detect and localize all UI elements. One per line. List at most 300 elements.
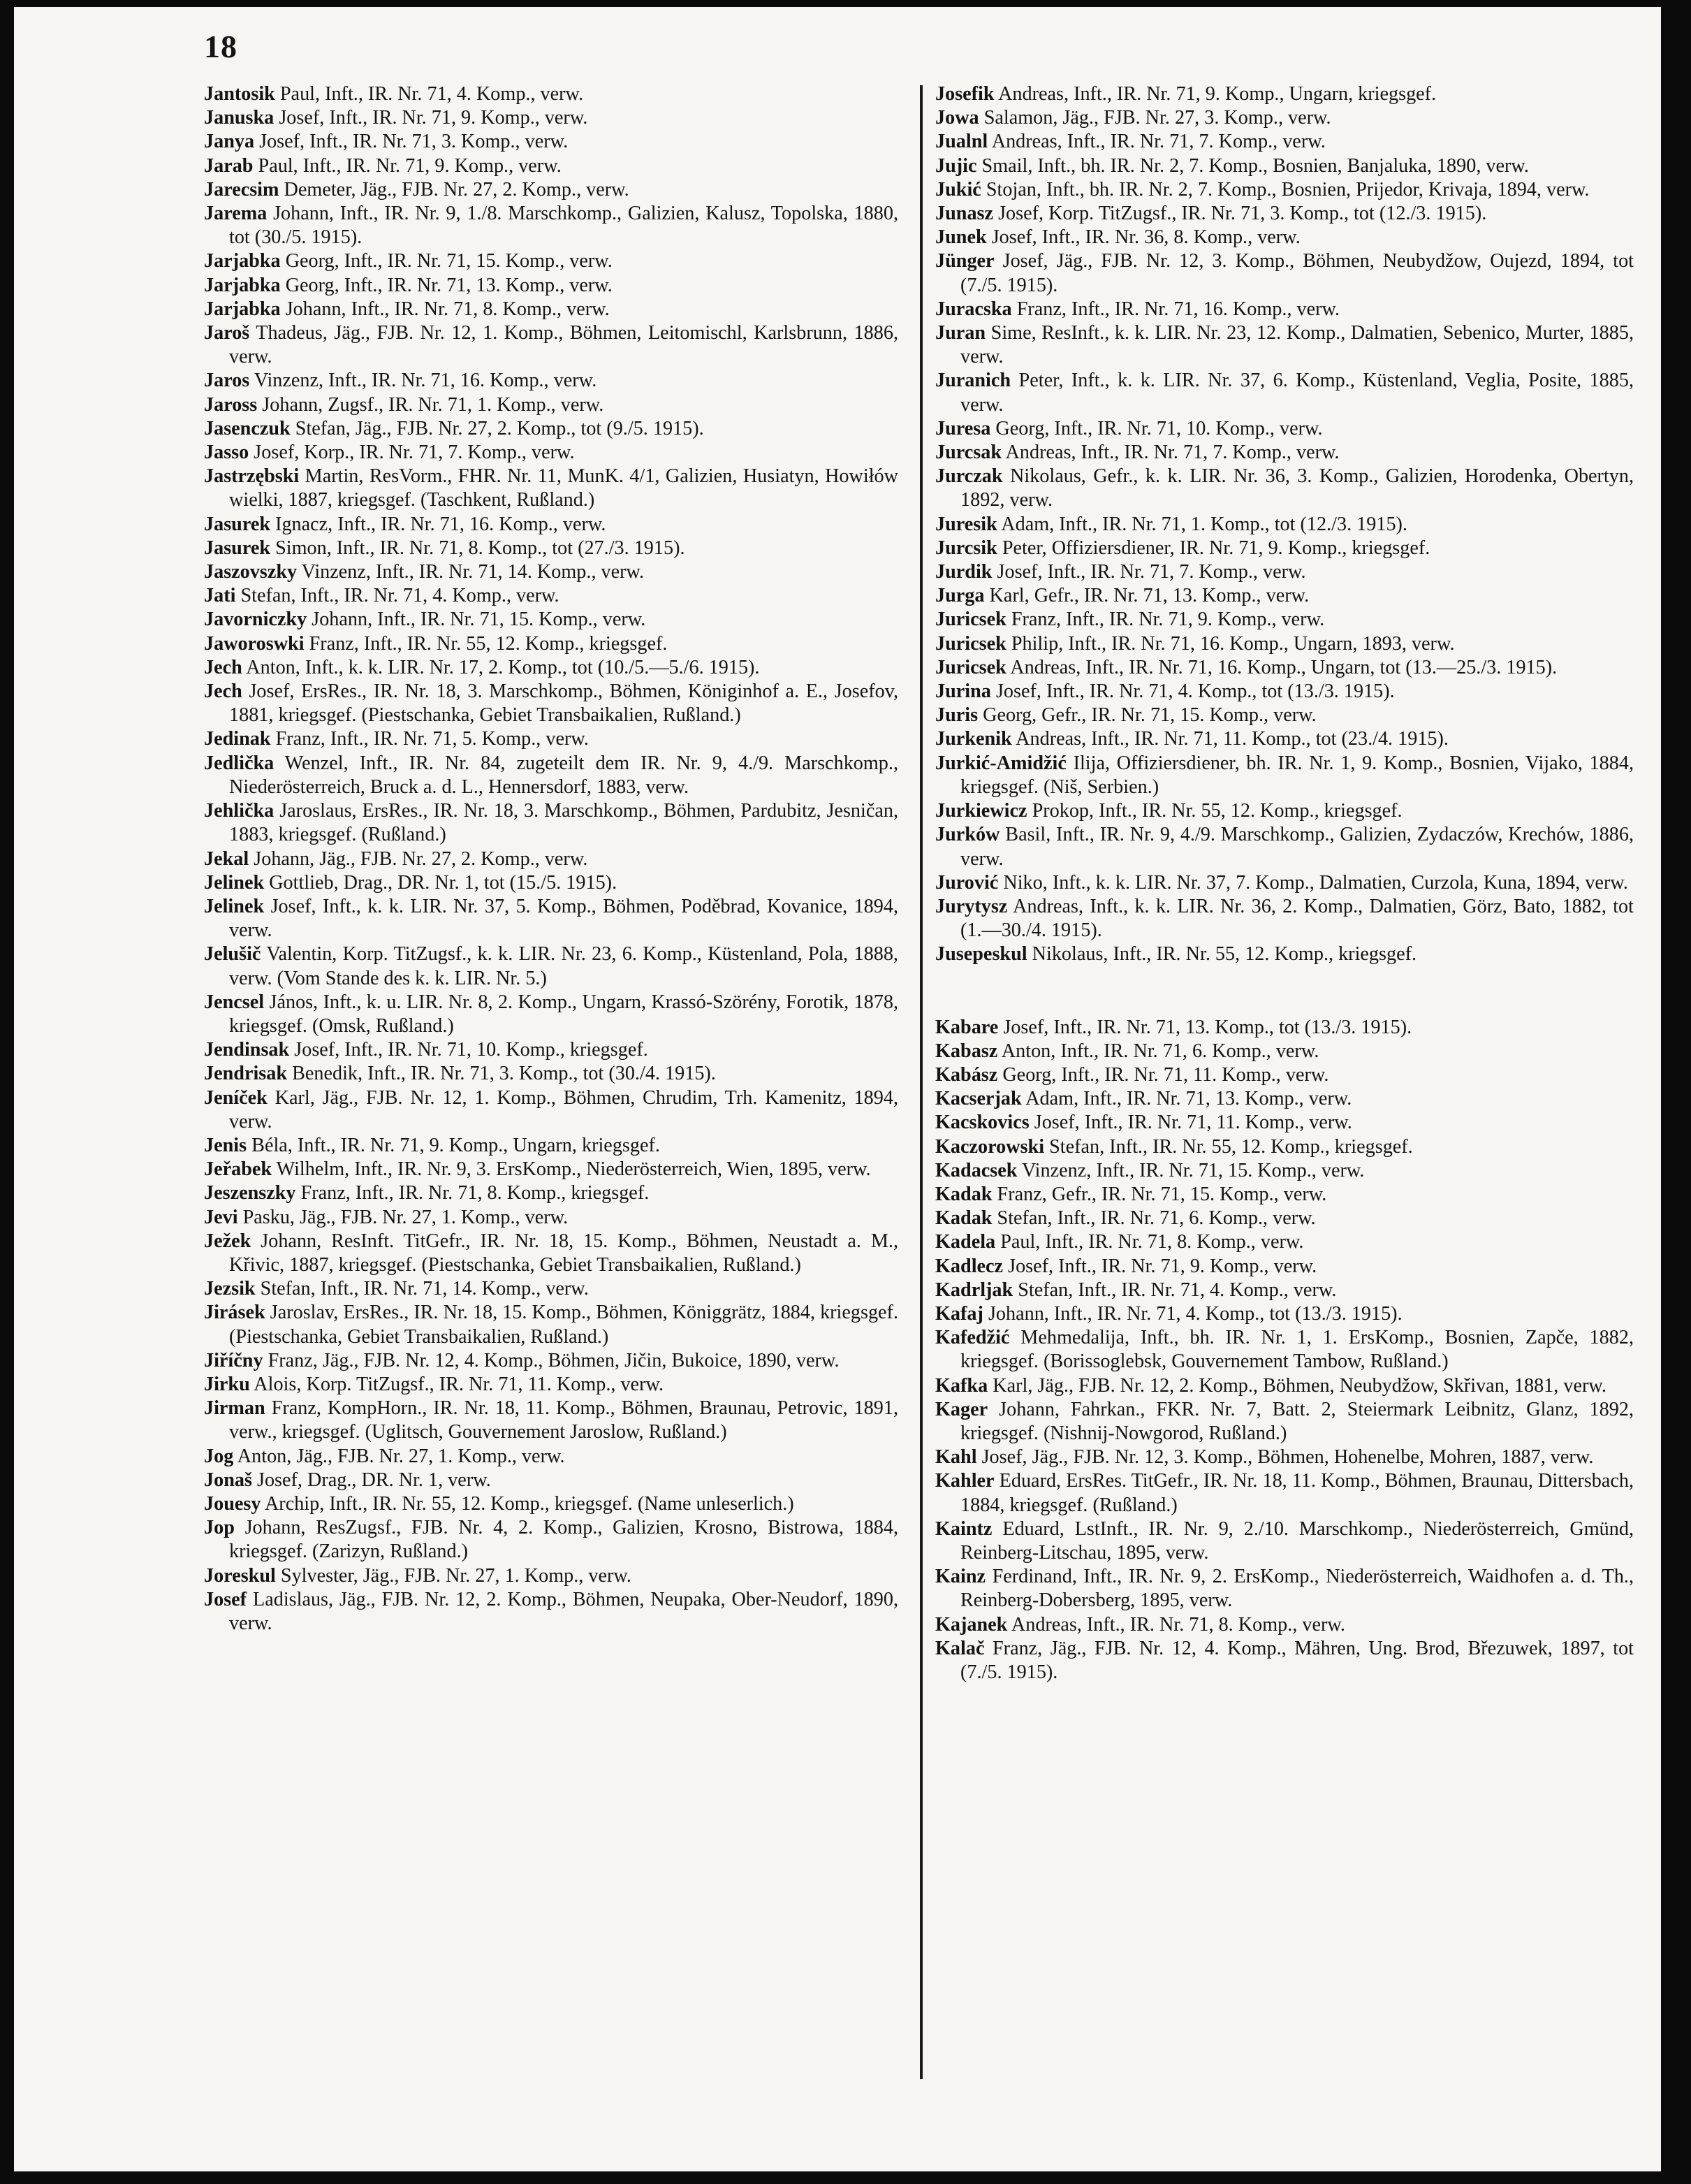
entry-surname: Jop xyxy=(204,1517,235,1539)
list-entry xyxy=(204,1134,898,1158)
list-entry xyxy=(935,584,1634,608)
entry-surname: Juracska xyxy=(935,298,1012,320)
entry-surname: Kajanek xyxy=(935,1613,1008,1636)
entry-surname: Kadlecz xyxy=(935,1255,1004,1277)
entry-surname: Jelinek xyxy=(204,871,265,894)
entry-surname: Kafedžić xyxy=(935,1327,1010,1349)
entry-surname: Jarjabka xyxy=(204,250,281,272)
entry-surname: Jurdik xyxy=(935,561,993,583)
entry-details: Demeter, Jäg., FJB. Nr. 27, 2. Komp., verw. xyxy=(284,178,629,201)
entry-details: Peter, Inft., k. k. LIR. Nr. 37, 6. Komp., Küstenland, Veglia, Posite, 1885, verw. xyxy=(960,370,1634,416)
entry-surname: Javorniczky xyxy=(204,609,307,631)
list-entry xyxy=(204,154,898,178)
entry-details: Karl, Gefr., IR. Nr. 71, 13. Komp., verw. xyxy=(989,585,1310,607)
list-entry xyxy=(204,991,898,1038)
entry-details: Niko, Inft., k. k. LIR. Nr. 37, 7. Komp., Dalmatien, Curzola, Kuna, 1894, verw. xyxy=(1003,871,1628,894)
entry-details: Ignacz, Inft., IR. Nr. 71, 16. Komp., verw. xyxy=(275,513,606,535)
entry-details: Georg, Gefr., IR. Nr. 71, 15. Komp., verw. xyxy=(983,704,1317,727)
entry-details: Mehmedalija, Inft., bh. IR. Nr. 1, 1. ErsKomp., Bosnien, Zapče, 1882, kriegsgef. (Borissoglebsk, Gouvernement Tambow, Rußland.) xyxy=(960,1327,1634,1373)
list-entry xyxy=(935,799,1634,823)
entry-surname: Kafaj xyxy=(935,1302,983,1325)
list-entry xyxy=(935,752,1634,799)
entry-surname: Jurkenik xyxy=(935,728,1012,750)
list-entry xyxy=(204,1516,898,1564)
entry-details: Karl, Jäg., FJB. Nr. 12, 2. Komp., Böhmen, Neubydžow, Skřivan, 1881, verw. xyxy=(993,1374,1606,1397)
list-entry xyxy=(204,560,898,584)
list-entry xyxy=(935,178,1634,202)
entry-details: Béla, Inft., IR. Nr. 71, 9. Komp., Ungarn, kriegsgef. xyxy=(251,1134,660,1156)
entry-details: Andreas, Inft., IR. Nr. 71, 7. Komp., verw. xyxy=(1005,442,1340,464)
entry-surname: Jeníček xyxy=(204,1086,268,1109)
entry-surname: Kahl xyxy=(935,1446,977,1469)
entry-details: Eduard, LstInft., IR. Nr. 9, 2./10. Marschkomp., Niederösterreich, Gmünd, Reinberg-Litschau, 1895, verw. xyxy=(960,1517,1634,1564)
entry-details: Peter, Offiziersdiener, IR. Nr. 71, 9. Komp., kriegsgef. xyxy=(1002,537,1430,559)
entry-details: Ilija, Offiziersdiener, bh. IR. Nr. 1, 9. Komp., Bosnien, Vijako, 1884, kriegsgef. (Niš, Serbien.) xyxy=(960,752,1634,798)
entry-surname: Kabász xyxy=(935,1063,998,1086)
list-entry xyxy=(935,154,1634,178)
entry-details: Alois, Korp. TitZugsf., IR. Nr. 71, 11. Komp., verw. xyxy=(254,1373,664,1395)
entry-details: Martin, ResVorm., FHR. Nr. 11, MunK. 4/1, Galizien, Husiatyn, Howiłów wielki, 1887, kriegsgef. (Taschkent, Rußland.) xyxy=(229,465,898,511)
list-entry xyxy=(935,680,1634,704)
list-entry xyxy=(935,727,1634,751)
entry-surname: Kaczorowski xyxy=(935,1135,1045,1158)
list-entry xyxy=(935,1159,1634,1183)
list-entry xyxy=(204,178,898,202)
entry-surname: Jeřabek xyxy=(204,1158,272,1181)
list-entry xyxy=(935,465,1634,512)
list-entry xyxy=(204,799,898,847)
entry-surname: Jog xyxy=(204,1445,234,1467)
list-entry xyxy=(935,298,1634,321)
entry-surname: Jedinak xyxy=(204,728,271,750)
entry-details: Franz, Inft., IR. Nr. 71, 8. Komp., kriegsgef. xyxy=(300,1182,650,1204)
entry-surname: Kacskovics xyxy=(935,1112,1030,1134)
entry-surname: Jaross xyxy=(204,393,258,416)
list-entry xyxy=(204,393,898,417)
list-entry xyxy=(935,1398,1634,1446)
entry-details: Franz, Jäg., FJB. Nr. 12, 4. Komp., Mähren, Ung. Brod, Březuwek, 1897, tot (7./5. 1915). xyxy=(960,1637,1634,1683)
entry-surname: Jaworoswki xyxy=(204,632,305,655)
entry-details: Anton, Jäg., FJB. Nr. 27, 1. Komp., verw. xyxy=(237,1445,565,1467)
entry-details: Johann, ResInft. TitGefr., IR. Nr. 18, 15. Komp., Böhmen, Neustadt a. M., Křivic, 1887, kriegsgef. (Piestschanka, Gebiet Transbaikalien, Rußland.) xyxy=(229,1230,898,1276)
entry-details: Georg, Inft., IR. Nr. 71, 10. Komp., verw. xyxy=(995,417,1323,439)
entry-details: Andreas, Inft., IR. Nr. 71, 7. Komp., verw. xyxy=(991,131,1326,153)
entry-surname: Jualnl xyxy=(935,131,988,153)
entry-details: Georg, Inft., IR. Nr. 71, 11. Komp., verw. xyxy=(1002,1063,1329,1086)
list-entry xyxy=(935,1016,1634,1040)
entry-surname: Jastrzębski xyxy=(204,465,300,488)
list-entry xyxy=(935,513,1634,537)
list-entry xyxy=(204,82,898,106)
entry-surname: Januska xyxy=(204,107,274,129)
list-entry xyxy=(935,441,1634,465)
entry-surname: Jirásek xyxy=(204,1302,265,1324)
entry-details: János, Inft., k. u. LIR. Nr. 8, 2. Komp., Ungarn, Krassó-Szörény, Forotik, 1878, kriegsgef. (Omsk, Rußland.) xyxy=(229,991,898,1037)
list-entry xyxy=(935,202,1634,226)
list-entry xyxy=(935,1446,1634,1469)
list-entry xyxy=(204,1492,898,1516)
entry-surname: Kainz xyxy=(935,1566,986,1588)
entry-surname: Jevi xyxy=(204,1206,238,1228)
list-entry xyxy=(204,1301,898,1348)
entry-surname: Kalač xyxy=(935,1637,985,1659)
list-entry xyxy=(204,632,898,656)
entry-details: Paul, Inft., IR. Nr. 71, 8. Komp., verw. xyxy=(1000,1231,1304,1253)
entry-details: Andreas, Inft., k. k. LIR. Nr. 36, 2. Komp., Dalmatien, Görz, Bato, 1882, tot (1.—30./4. 1915). xyxy=(960,895,1634,942)
list-entry xyxy=(204,847,898,871)
entry-surname: Jukić xyxy=(935,178,981,201)
entry-surname: Jech xyxy=(204,656,242,678)
entry-details: Thadeus, Jäg., FJB. Nr. 12, 1. Komp., Böhmen, Leitomischl, Karlsbrunn, 1886, verw. xyxy=(229,322,898,368)
left-column xyxy=(204,82,898,1636)
list-entry xyxy=(935,704,1634,727)
list-entry xyxy=(204,1588,898,1636)
list-entry xyxy=(204,202,898,249)
entry-surname: Jech xyxy=(204,680,242,703)
list-entry xyxy=(204,441,898,465)
list-entry xyxy=(204,513,898,537)
entry-surname: Jurga xyxy=(935,585,985,607)
entry-details: Archip, Inft., IR. Nr. 55, 12. Komp., kriegsgef. (Name unleserlich.) xyxy=(264,1492,794,1515)
entry-surname: Jendinsak xyxy=(204,1039,290,1061)
entry-surname: Jehlička xyxy=(204,800,274,822)
entry-surname: Jujic xyxy=(935,154,977,177)
entry-surname: Josef xyxy=(204,1588,247,1610)
list-entry xyxy=(935,942,1634,966)
list-entry xyxy=(204,656,898,680)
entry-surname: Jarab xyxy=(204,154,254,177)
entry-details: Johann, Inft., IR. Nr. 71, 15. Komp., verw. xyxy=(312,609,646,631)
list-entry xyxy=(204,1277,898,1301)
entry-surname: Kadak xyxy=(935,1183,993,1205)
list-entry xyxy=(204,298,898,321)
entry-details: Josef, Jäg., FJB. Nr. 12, 3. Komp., Böhmen, Neubydžow, Oujezd, 1894, tot (7./5. 1915). xyxy=(960,250,1634,296)
entry-surname: Juricsek xyxy=(935,632,1006,655)
entry-details: Franz, Inft., IR. Nr. 71, 5. Komp., verw. xyxy=(275,728,589,750)
entry-surname: Joreskul xyxy=(204,1564,276,1587)
entry-surname: Jasurek xyxy=(204,513,271,535)
entry-details: Georg, Inft., IR. Nr. 71, 13. Komp., verw. xyxy=(285,274,613,296)
entry-details: Basil, Inft., IR. Nr. 9, 4./9. Marschkomp., Galizien, Zydaczów, Krechów, 1886, verw. xyxy=(960,824,1634,870)
entry-surname: Kafka xyxy=(935,1374,988,1397)
entry-surname: Kahler xyxy=(935,1470,995,1492)
list-entry xyxy=(204,895,898,942)
entry-surname: Ježek xyxy=(204,1230,251,1252)
list-entry xyxy=(204,727,898,751)
list-entry xyxy=(204,1564,898,1588)
column-divider xyxy=(920,85,923,2079)
entry-details: Karl, Jäg., FJB. Nr. 12, 1. Komp., Böhmen, Chrudim, Trh. Kamenitz, 1894, verw. xyxy=(229,1086,899,1133)
entry-surname: Juranich xyxy=(935,370,1011,392)
entry-details: Stefan, Inft., IR. Nr. 71, 14. Komp., verw. xyxy=(260,1278,589,1300)
list-entry xyxy=(204,1206,898,1230)
entry-surname: Jezsik xyxy=(204,1278,256,1300)
entry-surname: Jurcsak xyxy=(935,442,1002,464)
list-entry xyxy=(935,1637,1634,1684)
entry-surname: Jendrisak xyxy=(204,1063,288,1085)
list-entry xyxy=(935,1135,1634,1159)
entry-surname: Jiříčny xyxy=(204,1349,263,1371)
entry-surname: Jantosik xyxy=(204,83,275,105)
page-number: 18 xyxy=(204,29,237,64)
entry-details: Anton, Inft., IR. Nr. 71, 6. Komp., verw. xyxy=(1001,1040,1319,1062)
entry-details: Paul, Inft., IR. Nr. 71, 9. Komp., verw. xyxy=(258,154,562,177)
entry-details: Wenzel, Inft., IR. Nr. 84, zugeteilt dem IR. Nr. 9, 4./9. Marschkomp., Niederösterreich, Bruck a. d. L., Hennersdorf, 1883, verw. xyxy=(229,752,898,798)
entry-details: Andreas, Inft., IR. Nr. 71, 9. Komp., Ungarn, kriegsgef. xyxy=(998,83,1437,105)
list-entry xyxy=(935,1207,1634,1230)
list-entry xyxy=(935,1063,1634,1087)
entry-surname: Junasz xyxy=(935,203,994,225)
list-entry xyxy=(204,106,898,130)
entry-details: Johann, Zugsf., IR. Nr. 71, 1. Komp., verw. xyxy=(262,393,604,416)
entry-details: Adam, Inft., IR. Nr. 71, 1. Komp., tot (12./3. 1915). xyxy=(1001,513,1407,535)
list-entry xyxy=(204,465,898,512)
entry-details: Vinzenz, Inft., IR. Nr. 71, 15. Komp., verw. xyxy=(1022,1159,1365,1181)
list-entry xyxy=(935,1613,1634,1637)
entry-details: Vinzenz, Inft., IR. Nr. 71, 16. Komp., verw. xyxy=(254,370,597,392)
entry-details: Franz, Inft., IR. Nr. 55, 12. Komp., kriegsgef. xyxy=(309,632,668,655)
entry-details: Stefan, Jäg., FJB. Nr. 27, 2. Komp., tot (9./5. 1915). xyxy=(295,417,704,439)
entry-surname: Juresik xyxy=(935,513,997,535)
entry-details: Nikolaus, Inft., IR. Nr. 55, 12. Komp., kriegsgef. xyxy=(1032,943,1417,966)
entry-surname: Jarjabka xyxy=(204,274,281,296)
list-entry xyxy=(204,752,898,799)
list-entry xyxy=(935,1302,1634,1326)
list-entry xyxy=(204,1062,898,1086)
entry-surname: Kager xyxy=(935,1398,988,1420)
entry-surname: Jurina xyxy=(935,680,991,703)
entry-details: Josef, Inft., k. k. LIR. Nr. 37, 5. Komp., Böhmen, Poděbrad, Kovanice, 1894, verw. xyxy=(229,895,899,942)
entry-surname: Jaszovszky xyxy=(204,561,298,583)
list-entry xyxy=(204,321,898,369)
entry-details: Benedik, Inft., IR. Nr. 71, 3. Komp., tot (30./4. 1915). xyxy=(292,1063,716,1085)
entry-surname: Jurović xyxy=(935,871,999,894)
entry-details: Stefan, Inft., IR. Nr. 55, 12. Komp., kriegsgef. xyxy=(1049,1135,1413,1158)
entry-details: Andreas, Inft., IR. Nr. 71, 11. Komp., tot (23./4. 1915). xyxy=(1016,728,1449,750)
list-entry xyxy=(204,369,898,393)
entry-details: Josef, Inft., IR. Nr. 71, 9. Komp., verw. xyxy=(279,107,588,129)
list-entry xyxy=(935,321,1634,369)
list-entry xyxy=(204,1230,898,1277)
list-entry xyxy=(935,1517,1634,1565)
list-entry xyxy=(935,1111,1634,1135)
entry-details: Prokop, Inft., IR. Nr. 55, 12. Komp., kriegsgef. xyxy=(1032,800,1403,822)
entry-surname: Jurkić-Amidžić xyxy=(935,752,1067,774)
list-entry xyxy=(935,1374,1634,1398)
list-entry xyxy=(935,1087,1634,1111)
right-column xyxy=(935,82,1634,1684)
list-entry xyxy=(935,1279,1634,1302)
entry-details: Josef, Korp., IR. Nr. 71, 7. Komp., verw. xyxy=(254,442,575,464)
entry-details: Josef, Inft., IR. Nr. 71, 4. Komp., tot (13./3. 1915). xyxy=(995,680,1395,703)
entry-details: Stefan, Inft., IR. Nr. 71, 4. Komp., verw. xyxy=(240,585,559,607)
entry-surname: Kadacsek xyxy=(935,1159,1018,1181)
entry-details: Vinzenz, Inft., IR. Nr. 71, 14. Komp., verw. xyxy=(301,561,645,583)
entry-details: Pasku, Jäg., FJB. Nr. 27, 1. Komp., verw. xyxy=(242,1206,569,1228)
list-entry xyxy=(204,1397,898,1444)
list-entry xyxy=(935,249,1634,297)
entry-details: Johann, Fahrkan., FKR. Nr. 7, Batt. 2, Steiermark Leibnitz, Glanz, 1892, kriegsgef. (Nishnij-Nowgorod, Rußland.) xyxy=(960,1398,1634,1444)
list-entry xyxy=(935,560,1634,584)
entry-surname: Jelušič xyxy=(204,943,261,966)
entry-surname: Jeszenszky xyxy=(204,1182,296,1204)
entry-surname: Jati xyxy=(204,585,236,607)
list-entry xyxy=(204,1469,898,1492)
entry-surname: Kabare xyxy=(935,1016,999,1038)
entry-details: Josef, Inft., IR. Nr. 71, 7. Komp., verw. xyxy=(997,561,1306,583)
list-entry xyxy=(935,1565,1634,1612)
entry-details: Josef, Jäg., FJB. Nr. 12, 3. Komp., Böhmen, Hohenelbe, Mohren, 1887, verw. xyxy=(981,1446,1594,1469)
entry-details: Stojan, Inft., bh. IR. Nr. 2, 7. Komp., Bosnien, Prijedor, Krivaja, 1894, verw. xyxy=(986,178,1590,201)
entry-surname: Kadak xyxy=(935,1207,993,1230)
entry-surname: Jarjabka xyxy=(204,298,281,320)
entry-surname: Jirku xyxy=(204,1373,250,1395)
entry-surname: Kadrljak xyxy=(935,1279,1013,1301)
list-entry xyxy=(204,130,898,154)
list-entry xyxy=(204,680,898,727)
list-entry xyxy=(204,274,898,298)
entry-surname: Junek xyxy=(935,226,987,249)
list-entry xyxy=(935,130,1634,154)
entry-details: Anton, Inft., k. k. LIR. Nr. 17, 2. Komp., tot (10./5.—5./6. 1915). xyxy=(246,656,760,678)
list-entry xyxy=(935,608,1634,632)
entry-surname: Jasenczuk xyxy=(204,417,291,439)
entry-details: Philip, Inft., IR. Nr. 71, 16. Komp., Ungarn, 1893, verw. xyxy=(1011,632,1455,655)
list-entry xyxy=(935,82,1634,106)
list-entry xyxy=(935,1469,1634,1517)
list-entry xyxy=(204,871,898,895)
entry-details: Georg, Inft., IR. Nr. 71, 15. Komp., verw. xyxy=(285,250,613,272)
entry-surname: Josefik xyxy=(935,83,995,105)
entry-details: Johann, Inft., IR. Nr. 71, 8. Komp., verw. xyxy=(285,298,610,320)
list-entry xyxy=(935,369,1634,416)
entry-details: Ferdinand, Inft., IR. Nr. 9, 2. ErsKomp., Niederösterreich, Waidhofen a. d. Th., Reinberg-Dobersberg, 1895, verw. xyxy=(960,1566,1634,1612)
entry-details: Franz, Inft., IR. Nr. 71, 16. Komp., verw. xyxy=(1016,298,1340,320)
list-entry xyxy=(935,1326,1634,1374)
entry-details: Simon, Inft., IR. Nr. 71, 8. Komp., tot (27./3. 1915). xyxy=(275,537,685,559)
list-entry xyxy=(935,823,1634,871)
list-entry xyxy=(204,1349,898,1373)
entry-details: Nikolaus, Gefr., k. k. LIR. Nr. 36, 3. Komp., Galizien, Horodenka, Obertyn, 1892, verw. xyxy=(960,465,1634,511)
entry-details: Jaroslav, ErsRes., IR. Nr. 18, 15. Komp., Böhmen, Königgrätz, 1884, kriegsgef. (Piestschanka, Gebiet Transbaikalien, Rußland.) xyxy=(229,1302,898,1348)
entry-details: Johann, Jäg., FJB. Nr. 27, 2. Komp., verw. xyxy=(254,847,588,870)
entry-details: Josef, ErsRes., IR. Nr. 18, 3. Marschkomp., Böhmen, Königinhof a. E., Josefov, 1881, kriegsgef. (Piestschanka, Gebiet Transbaikalien, Rußland.) xyxy=(229,680,898,727)
section-gap xyxy=(935,967,1634,1016)
entry-details: Josef, Inft., IR. Nr. 71, 3. Komp., verw. xyxy=(259,131,569,153)
entry-details: Josef, Inft., IR. Nr. 71, 13. Komp., tot (13./3. 1915). xyxy=(1003,1016,1412,1038)
entry-details: Stefan, Inft., IR. Nr. 71, 4. Komp., verw. xyxy=(1018,1279,1337,1301)
entry-surname: Jencsel xyxy=(204,991,265,1013)
list-entry xyxy=(204,942,898,990)
entry-surname: Juris xyxy=(935,704,979,727)
entry-details: Salamon, Jäg., FJB. Nr. 27, 3. Komp., verw. xyxy=(983,107,1331,129)
entry-surname: Kacserjak xyxy=(935,1088,1022,1110)
entry-surname: Jowa xyxy=(935,107,979,129)
entry-surname: Jurków xyxy=(935,824,1000,846)
entry-details: Eduard, ErsRes. TitGefr., IR. Nr. 18, 11. Komp., Böhmen, Braunau, Dittersbach, 1884, kriegsgef. (Rußland.) xyxy=(960,1470,1634,1516)
list-entry xyxy=(935,1230,1634,1254)
list-entry xyxy=(204,1445,898,1469)
list-entry xyxy=(935,656,1634,680)
entry-details: Ladislaus, Jäg., FJB. Nr. 12, 2. Komp., Böhmen, Neupaka, Ober-Neudorf, 1890, verw. xyxy=(229,1588,898,1634)
entry-details: Josef, Drag., DR. Nr. 1, verw. xyxy=(256,1469,491,1491)
entry-details: Adam, Inft., IR. Nr. 71, 13. Komp., verw. xyxy=(1025,1088,1352,1110)
entry-details: Josef, Korp. TitZugsf., IR. Nr. 71, 3. Komp., tot (12./3. 1915). xyxy=(998,203,1487,225)
entry-details: Josef, Inft., IR. Nr. 71, 9. Komp., verw. xyxy=(1008,1255,1317,1277)
entry-details: Franz, Inft., IR. Nr. 71, 9. Komp., verw. xyxy=(1011,609,1325,631)
entry-surname: Jurczak xyxy=(935,465,1003,488)
entry-surname: Jünger xyxy=(935,250,995,272)
entry-surname: Juricsek xyxy=(935,656,1006,678)
entry-details: Smail, Inft., bh. IR. Nr. 2, 7. Komp., Bosnien, Banjaluka, 1890, verw. xyxy=(981,154,1529,177)
entry-surname: Jedlička xyxy=(204,752,274,774)
entry-surname: Kadela xyxy=(935,1231,996,1253)
entry-surname: Kabasz xyxy=(935,1040,998,1062)
entry-details: Franz, Gefr., IR. Nr. 71, 15. Komp., verw. xyxy=(997,1183,1327,1205)
list-entry xyxy=(204,584,898,608)
entry-details: Franz, Jäg., FJB. Nr. 12, 4. Komp., Böhmen, Jičin, Bukoice, 1890, verw. xyxy=(268,1349,840,1371)
entry-details: Paul, Inft., IR. Nr. 71, 4. Komp., verw. xyxy=(279,83,584,105)
entry-details: Sylvester, Jäg., FJB. Nr. 27, 1. Komp., verw. xyxy=(280,1564,631,1587)
entry-surname: Jarema xyxy=(204,203,268,225)
list-entry xyxy=(935,1255,1634,1279)
list-entry xyxy=(204,608,898,632)
list-entry xyxy=(204,417,898,441)
entry-details: Sime, ResInft., k. k. LIR. Nr. 23, 12. Komp., Dalmatien, Sebenico, Murter, 1885, verw. xyxy=(960,322,1634,368)
entry-details: Andreas, Inft., IR. Nr. 71, 16. Komp., Ungarn, tot (13.—25./3. 1915). xyxy=(1010,656,1558,678)
list-entry xyxy=(935,632,1634,656)
entry-surname: Jekal xyxy=(204,847,249,870)
list-entry xyxy=(935,417,1634,441)
entry-surname: Jirman xyxy=(204,1397,265,1420)
list-entry xyxy=(204,249,898,273)
entry-surname: Jaros xyxy=(204,370,250,392)
entry-surname: Jasso xyxy=(204,442,249,464)
list-entry xyxy=(204,1158,898,1181)
entry-surname: Jarecsim xyxy=(204,178,279,201)
entry-surname: Jurytysz xyxy=(935,895,1008,917)
entry-surname: Jonaš xyxy=(204,1469,252,1491)
list-entry xyxy=(935,1040,1634,1063)
entry-details: Stefan, Inft., IR. Nr. 71, 6. Komp., verw. xyxy=(997,1207,1316,1230)
entry-surname: Jenis xyxy=(204,1134,247,1156)
entry-surname: Juricsek xyxy=(935,609,1006,631)
entry-details: Wilhelm, Inft., IR. Nr. 9, 3. ErsKomp., Niederösterreich, Wien, 1895, verw. xyxy=(276,1158,871,1181)
entry-details: Josef, Inft., IR. Nr. 71, 10. Komp., kriegsgef. xyxy=(294,1039,648,1061)
entry-surname: Janya xyxy=(204,131,255,153)
entry-details: Valentin, Korp. TitZugsf., k. k. LIR. Nr. 23, 6. Komp., Küstenland, Pola, 1888, verw. (Vom Stande des k. k. LIR. Nr. 5.) xyxy=(229,943,898,989)
list-entry xyxy=(935,871,1634,895)
list-entry xyxy=(204,1373,898,1397)
entry-surname: Jasurek xyxy=(204,537,271,559)
list-entry xyxy=(204,1086,898,1134)
entry-details: Josef, Inft., IR. Nr. 71, 11. Komp., verw. xyxy=(1034,1112,1352,1134)
entry-surname: Jelinek xyxy=(204,895,265,917)
list-entry xyxy=(935,895,1634,942)
list-entry xyxy=(204,537,898,560)
entry-surname: Jurkiewicz xyxy=(935,800,1027,822)
entry-details: Johann, Inft., IR. Nr. 71, 4. Komp., tot (13./3. 1915). xyxy=(988,1302,1403,1325)
list-entry xyxy=(935,226,1634,249)
page xyxy=(14,7,1661,2171)
list-entry xyxy=(935,106,1634,130)
entry-surname: Juresa xyxy=(935,417,991,439)
entry-surname: Kaintz xyxy=(935,1517,993,1540)
entry-details: Johann, Inft., IR. Nr. 9, 1./8. Marschkomp., Galizien, Kalusz, Topolska, 1880, tot (30./5. 1915). xyxy=(229,203,898,249)
entry-surname: Jusepeskul xyxy=(935,943,1027,966)
list-entry xyxy=(935,537,1634,560)
entry-surname: Juran xyxy=(935,322,986,344)
